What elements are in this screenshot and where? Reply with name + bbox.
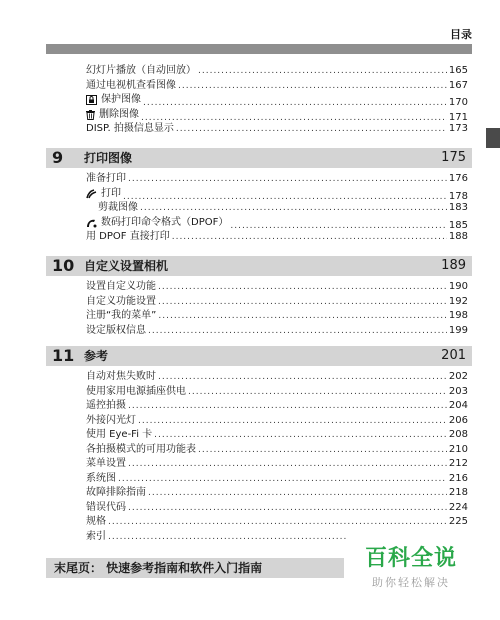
chapter-title: 打印图像: [84, 151, 133, 165]
chapter-number: 10: [52, 256, 75, 275]
leader-dots: [148, 324, 447, 339]
leader-dots: [158, 295, 447, 310]
toc-entry[interactable]: [86, 324, 468, 339]
toc-entry-text: 自定义功能设置: [86, 295, 156, 307]
toc-entry-text: 错误代码: [86, 501, 126, 513]
toc-entry-text: 打印: [101, 187, 121, 199]
toc-entry-text: 使用 Eye-Fi 卡: [86, 429, 153, 440]
toc-entry[interactable]: [86, 443, 468, 458]
toc-entry-page: 225: [448, 516, 468, 527]
watermark-logo: [356, 546, 466, 590]
leader-dots: [140, 201, 447, 216]
toc-entry-page: 203: [448, 385, 468, 397]
watermark-main-text: 百科全说: [364, 546, 457, 571]
leader-dots: [158, 280, 447, 295]
chapter-title: 自定义设置相机: [84, 259, 169, 273]
toc-list-section-0: [86, 64, 468, 137]
toc-entry-page: 198: [448, 310, 468, 321]
leader-dots: [108, 530, 346, 545]
pictbridge-icon: [86, 189, 97, 199]
toc-entry[interactable]: [86, 486, 468, 501]
leader-dots: [154, 428, 447, 443]
toc-entry-text: 外接闪光灯: [86, 414, 136, 426]
toc-entry[interactable]: [86, 295, 468, 310]
toc-entry[interactable]: [86, 414, 468, 429]
toc-entry-page: 165: [448, 65, 468, 76]
toc-entry-page: 185: [448, 219, 468, 230]
back-cover-title: 末尾页： 快速参考指南和软件入门指南: [54, 561, 263, 575]
toc-entry-page: 204: [448, 400, 468, 411]
watermark-sub-text: 助你轻松解决: [372, 576, 450, 589]
toc-entry[interactable]: [86, 385, 468, 400]
toc-entry[interactable]: [86, 93, 468, 108]
toc-entry[interactable]: [86, 64, 468, 79]
toc-entry-page: 188: [448, 231, 468, 242]
toc-entry-text: 菜单设置: [86, 458, 126, 469]
toc-entry-text: 索引: [86, 530, 106, 542]
leader-dots: [128, 457, 447, 472]
toc-entry-text: 设定版权信息: [86, 324, 146, 336]
protect-icon: [86, 95, 97, 105]
toc-entry-text: 使用家用电源插座供电: [86, 385, 186, 397]
back-cover-note[interactable]: [46, 558, 344, 578]
leader-dots: [128, 399, 447, 414]
toc-list-chapter-9: [86, 172, 468, 245]
toc-entry-text: 系统图: [86, 472, 116, 484]
toc-entry-text: 准备打印: [86, 173, 126, 184]
trash-icon: [86, 110, 95, 120]
toc-entry-page: 192: [448, 295, 468, 307]
chapter-page: 189: [441, 258, 466, 273]
toc-entry-page: 218: [448, 487, 468, 498]
chapter-page: 175: [441, 150, 466, 165]
toc-entry[interactable]: [86, 530, 348, 545]
leader-dots: [128, 172, 447, 187]
toc-entry[interactable]: [86, 230, 468, 245]
toc-entry-text: 剪裁图像: [98, 202, 138, 213]
toc-entry[interactable]: [86, 187, 468, 202]
toc-entry[interactable]: [86, 79, 468, 94]
leader-dots: [141, 111, 447, 122]
toc-entry-text: DISP. 拍摄信息显示: [86, 123, 174, 134]
leader-dots: [143, 96, 447, 107]
chapter-header-10[interactable]: [46, 256, 472, 276]
leader-dots: [148, 486, 447, 501]
toc-entry-page: 208: [448, 429, 468, 440]
leader-dots: [198, 443, 447, 458]
toc-entry-page: 210: [448, 443, 468, 455]
toc-entry-page: 176: [448, 173, 468, 184]
toc-entry[interactable]: [86, 216, 468, 231]
toc-entry-page: 170: [448, 97, 468, 108]
toc-entry-text: 规格: [86, 516, 106, 527]
chapter-title: 参考: [84, 349, 109, 363]
chapter-page: 201: [441, 348, 466, 363]
toc-entry-page: 206: [448, 414, 468, 426]
chapter-number: 9: [52, 148, 64, 167]
chapter-header-9[interactable]: [46, 148, 472, 168]
toc-entry-page: 199: [448, 324, 468, 336]
leader-dots: [108, 515, 447, 530]
toc-entry-page: 202: [448, 371, 468, 382]
toc-entry-text: 故障排除指南: [86, 487, 146, 498]
toc-entry-text: 通过电视机查看图像: [86, 79, 176, 91]
leader-dots: [176, 122, 447, 137]
leader-dots: [230, 219, 447, 230]
toc-entry[interactable]: [86, 201, 468, 216]
toc-entry-text: 保护图像: [101, 94, 141, 105]
toc-entry-page: 212: [448, 458, 468, 469]
toc-entry-text: 自动对焦失败时: [86, 371, 156, 382]
leader-dots: [138, 414, 447, 429]
print-order-icon: [86, 218, 97, 228]
toc-entry-text: 注册“我的菜单”: [86, 310, 157, 321]
toc-entry[interactable]: [86, 108, 468, 123]
toc-entry[interactable]: [86, 501, 468, 516]
toc-entry-page: 216: [448, 472, 468, 484]
toc-entry-page: 190: [448, 281, 468, 292]
toc-entry-page: 173: [448, 123, 468, 134]
toc-entry[interactable]: [86, 280, 468, 295]
chapter-number: 11: [52, 346, 75, 365]
toc-entry[interactable]: [86, 457, 468, 472]
toc-header-label: 目录: [450, 28, 472, 41]
leader-dots: [172, 230, 447, 245]
leader-dots: [178, 79, 447, 94]
toc-entry-page: 167: [448, 79, 468, 91]
toc-entry[interactable]: [86, 399, 468, 414]
toc-entry-text: 幻灯片播放（自动回放）: [86, 65, 196, 76]
toc-entry[interactable]: [86, 122, 468, 137]
leader-dots: [118, 472, 447, 487]
side-thumb-tab: [486, 128, 500, 148]
leader-dots: [198, 64, 447, 79]
toc-entry-page: 183: [448, 202, 468, 213]
leader-dots: [123, 190, 447, 201]
header-divider-bar: [46, 44, 472, 54]
leader-dots: [158, 309, 447, 324]
toc-entry-page: 224: [448, 501, 468, 513]
toc-entry[interactable]: [86, 309, 468, 324]
toc-entry-text: 删除图像: [99, 108, 139, 120]
toc-entry[interactable]: [86, 172, 468, 187]
toc-entry-page: 178: [448, 190, 468, 201]
leader-dots: [158, 370, 447, 385]
toc-entry-text: 遥控拍摄: [86, 400, 126, 411]
toc-entry-text: 数码打印命令格式（DPOF）: [101, 216, 229, 228]
toc-list-chapter-11: [86, 370, 468, 544]
leader-dots: [128, 501, 447, 516]
toc-entry-page: 171: [448, 111, 468, 122]
toc-entry[interactable]: [86, 428, 468, 443]
toc-entry[interactable]: [86, 515, 468, 530]
toc-entry-text: 设置自定义功能: [86, 281, 156, 292]
toc-entry[interactable]: [86, 370, 468, 385]
toc-entry-text: 用 DPOF 直接打印: [86, 231, 170, 242]
toc-entry[interactable]: [86, 472, 468, 487]
chapter-header-11[interactable]: [46, 346, 472, 366]
toc-entry-text: 各拍摄模式的可用功能表: [86, 443, 196, 455]
toc-list-chapter-10: [86, 280, 468, 338]
leader-dots: [188, 385, 447, 400]
